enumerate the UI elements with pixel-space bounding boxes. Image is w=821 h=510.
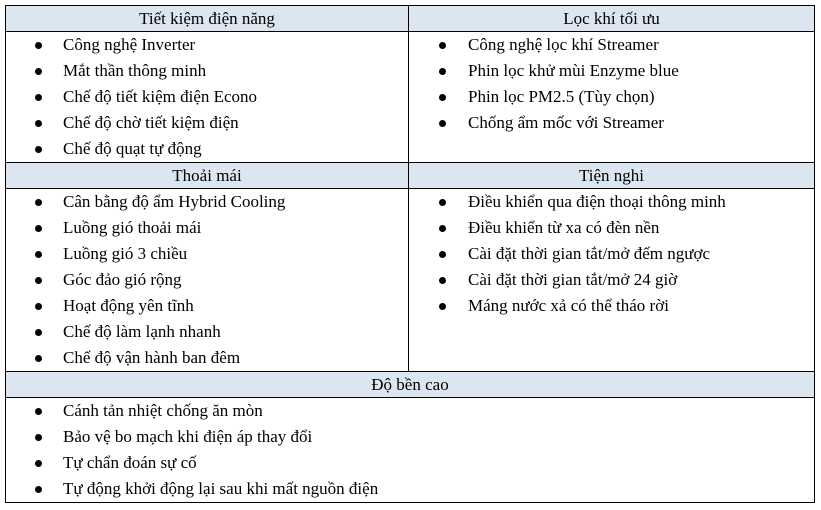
bullet-icon bbox=[35, 408, 42, 415]
list-item bbox=[6, 110, 408, 136]
bullet-icon bbox=[439, 120, 446, 127]
bullet-icon bbox=[439, 94, 446, 101]
list-item-text: Chế độ làm lạnh nhanh bbox=[63, 322, 221, 341]
list-item-text: Chế độ tiết kiệm điện Econo bbox=[63, 87, 258, 106]
comfort-header: Thoải mái bbox=[6, 163, 408, 189]
list-item-text: Phin lọc khử mùi Enzyme blue bbox=[468, 61, 679, 80]
bullet-icon bbox=[35, 120, 42, 127]
feature-table bbox=[5, 5, 815, 503]
bullet-icon bbox=[439, 303, 446, 310]
list-item bbox=[409, 267, 814, 293]
list-item-text: Cài đặt thời gian tắt/mở 24 giờ bbox=[468, 270, 678, 289]
list-item bbox=[6, 32, 408, 58]
list-item bbox=[6, 293, 408, 319]
list-item-text: Góc đảo gió rộng bbox=[63, 270, 182, 289]
comfort-section bbox=[6, 163, 409, 371]
bullet-icon bbox=[35, 199, 42, 206]
list-item-text: Cánh tản nhiệt chống ăn mòn bbox=[63, 401, 263, 420]
convenience-section bbox=[409, 163, 814, 371]
air-section bbox=[409, 6, 814, 162]
list-item bbox=[409, 84, 814, 110]
list-item-text: Luồng gió 3 chiều bbox=[63, 244, 188, 263]
bullet-icon bbox=[35, 434, 42, 441]
air-header: Lọc khí tối ưu bbox=[409, 6, 814, 32]
list-item-text: Công nghệ Inverter bbox=[63, 35, 196, 54]
bullet-icon bbox=[35, 146, 42, 153]
convenience-list bbox=[409, 189, 814, 319]
bullet-icon bbox=[439, 225, 446, 232]
list-item-text: Hoạt động yên tĩnh bbox=[63, 296, 194, 315]
list-item bbox=[409, 241, 814, 267]
list-item bbox=[409, 58, 814, 84]
energy-section bbox=[6, 6, 409, 162]
list-item bbox=[409, 189, 814, 215]
list-item-text: Chế độ vận hành ban đêm bbox=[63, 348, 241, 367]
air-list bbox=[409, 32, 814, 136]
bullet-icon bbox=[35, 355, 42, 362]
list-item-text: Điều khiển từ xa có đèn nền bbox=[468, 218, 660, 237]
list-item-text: Luồng gió thoải mái bbox=[63, 218, 202, 237]
table-row-2 bbox=[6, 162, 814, 371]
list-item bbox=[6, 476, 814, 502]
bullet-icon bbox=[35, 277, 42, 284]
list-item bbox=[6, 84, 408, 110]
list-item-text: Tự động khởi động lại sau khi mất nguồn điện bbox=[63, 479, 379, 498]
bullet-icon bbox=[35, 42, 42, 49]
energy-header: Tiết kiệm điện năng bbox=[6, 6, 408, 32]
list-item bbox=[6, 424, 814, 450]
bullet-icon bbox=[35, 251, 42, 258]
bullet-icon bbox=[439, 251, 446, 258]
list-item bbox=[409, 215, 814, 241]
bullet-icon bbox=[35, 94, 42, 101]
list-item bbox=[409, 110, 814, 136]
list-item-text: Cân bằng độ ẩm Hybrid Cooling bbox=[63, 192, 286, 211]
durability-section bbox=[6, 372, 814, 502]
bullet-icon bbox=[35, 68, 42, 75]
table-row-3 bbox=[6, 371, 814, 502]
list-item bbox=[6, 58, 408, 84]
bullet-icon bbox=[439, 277, 446, 284]
list-item-text: Cài đặt thời gian tắt/mở đếm ngược bbox=[468, 244, 711, 263]
bullet-icon bbox=[35, 486, 42, 493]
durability-header: Độ bền cao bbox=[6, 372, 814, 398]
list-item bbox=[6, 215, 408, 241]
list-item-text: Bảo vệ bo mạch khi điện áp thay đổi bbox=[63, 427, 313, 446]
list-item bbox=[409, 32, 814, 58]
list-item bbox=[6, 319, 408, 345]
list-item bbox=[6, 398, 814, 424]
list-item bbox=[6, 450, 814, 476]
comfort-list bbox=[6, 189, 408, 371]
bullet-icon bbox=[35, 329, 42, 336]
list-item-text: Điều khiển qua điện thoại thông minh bbox=[468, 192, 726, 211]
list-item-text: Mắt thần thông minh bbox=[63, 61, 207, 80]
list-item-text: Công nghệ lọc khí Streamer bbox=[468, 35, 659, 54]
list-item-text: Chế độ chờ tiết kiệm điện bbox=[63, 113, 239, 132]
energy-list bbox=[6, 32, 408, 162]
list-item bbox=[409, 293, 814, 319]
list-item bbox=[6, 267, 408, 293]
list-item bbox=[6, 241, 408, 267]
list-item bbox=[6, 345, 408, 371]
list-item-text: Tự chẩn đoán sự cố bbox=[63, 453, 197, 472]
bullet-icon bbox=[35, 460, 42, 467]
bullet-icon bbox=[35, 225, 42, 232]
list-item-text: Chế độ quạt tự động bbox=[63, 139, 202, 158]
list-item-text: Máng nước xả có thể tháo rời bbox=[468, 296, 669, 315]
convenience-header: Tiện nghi bbox=[409, 163, 814, 189]
list-item-text: Chống ẩm mốc với Streamer bbox=[468, 113, 664, 132]
bullet-icon bbox=[439, 68, 446, 75]
table-row-1 bbox=[6, 6, 814, 162]
list-item bbox=[6, 136, 408, 162]
durability-list bbox=[6, 398, 814, 502]
bullet-icon bbox=[439, 42, 446, 49]
list-item-text: Phin lọc PM2.5 (Tùy chọn) bbox=[468, 87, 655, 106]
list-item bbox=[6, 189, 408, 215]
bullet-icon bbox=[35, 303, 42, 310]
bullet-icon bbox=[439, 199, 446, 206]
